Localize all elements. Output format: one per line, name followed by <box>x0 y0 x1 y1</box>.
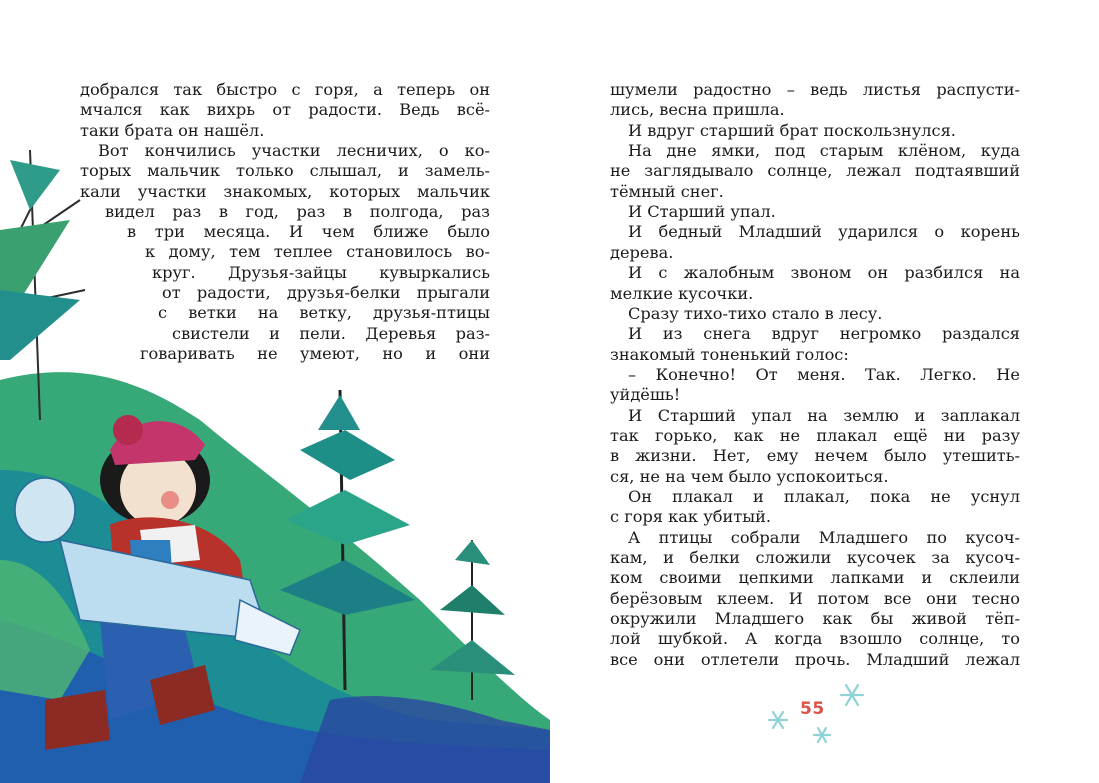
text-line: кам, и белки сложили кусочек за кусоч- <box>610 548 1020 568</box>
text-line: в жизни. Нет, ему нечем было утешить- <box>610 446 1020 466</box>
text-line: видел раз в год, раз в полгода, раз <box>105 201 490 221</box>
text-line: И с жалобным звоном он разбился на <box>628 263 1020 283</box>
text-line: от радости, друзья-белки прыгали <box>162 283 490 302</box>
text-line: – Конечно! От меня. Так. Легко. Не <box>628 364 1020 384</box>
text-line: добрался так быстро с горя, а теперь он <box>80 80 490 99</box>
text-line: Он плакал и плакал, пока не уснул <box>628 487 1020 506</box>
text-line: свистели и пели. Деревья раз- <box>172 323 490 343</box>
text-line: А птицы собрали Младшего по кусоч- <box>628 527 1020 547</box>
right-page <box>550 0 1099 783</box>
text-line: И вдруг старший брат поскользнулся. <box>628 120 956 140</box>
text-line: И из снега вдруг негромко раздался <box>628 324 1020 344</box>
text-line: И бедный Младший ударился о корень <box>628 222 1020 242</box>
text-line: берёзовым клеем. И потом все они тесно <box>610 588 1020 608</box>
text-line: мелкие кусочки. <box>610 283 754 303</box>
text-line: кали участки знакомых, которых мальчик <box>80 181 490 201</box>
text-line: мчался как вихрь от радости. Ведь всё- <box>80 100 490 120</box>
text-line: ся, не на чем было успокоиться. <box>610 466 889 486</box>
text-line: таки брата он нашёл. <box>80 120 265 140</box>
text-line: лой шубкой. А когда взошло солнце, то <box>610 629 1020 649</box>
text-line: с горя как убитый. <box>610 507 772 527</box>
text-line: Вот кончились участки лесничих, о ко- <box>98 140 490 160</box>
text-line: все они отлетели прочь. Младший лежал <box>610 649 1020 669</box>
text-line: говаривать не умеют, но и они <box>140 343 490 363</box>
text-line: к дому, тем теплее становилось во- <box>145 242 490 262</box>
text-line: тёмный снег. <box>610 181 724 201</box>
text-line: лись, весна пришла. <box>610 100 785 120</box>
text-line: не заглядывало солнце, лежал подтаявший <box>610 161 1020 181</box>
text-line: шумели радостно – ведь листья распусти- <box>610 80 1020 99</box>
text-line: Сразу тихо-тихо стало в лесу. <box>628 303 883 323</box>
text-line: уйдёшь! <box>610 385 681 405</box>
text-line: И Старший упал на землю и заплакал <box>628 405 1020 425</box>
text-line: На дне ямки, под старым клёном, куда <box>628 141 1020 161</box>
text-line: торых мальчик только слышал, и замель- <box>80 161 490 181</box>
text-line: так горько, как не плакал ещё ни разу <box>610 425 1020 445</box>
text-line: дерева. <box>610 242 674 262</box>
page-number: 55 <box>800 699 825 719</box>
text-line: круг. Друзья-зайцы кувыркались <box>152 262 490 282</box>
text-line: ком своими цепкими лапками и склеили <box>610 568 1020 588</box>
right-text-column <box>610 80 1020 670</box>
text-line: знакомый тоненький голос: <box>610 344 849 364</box>
text-line: окружили Младшего как бы живой тёп- <box>610 609 1020 629</box>
text-line: в три месяца. И чем ближе было <box>127 222 490 242</box>
left-text-column <box>80 80 490 380</box>
text-line: И Старший упал. <box>628 202 776 222</box>
text-line: с ветки на ветку, друзья-птицы <box>158 303 490 323</box>
